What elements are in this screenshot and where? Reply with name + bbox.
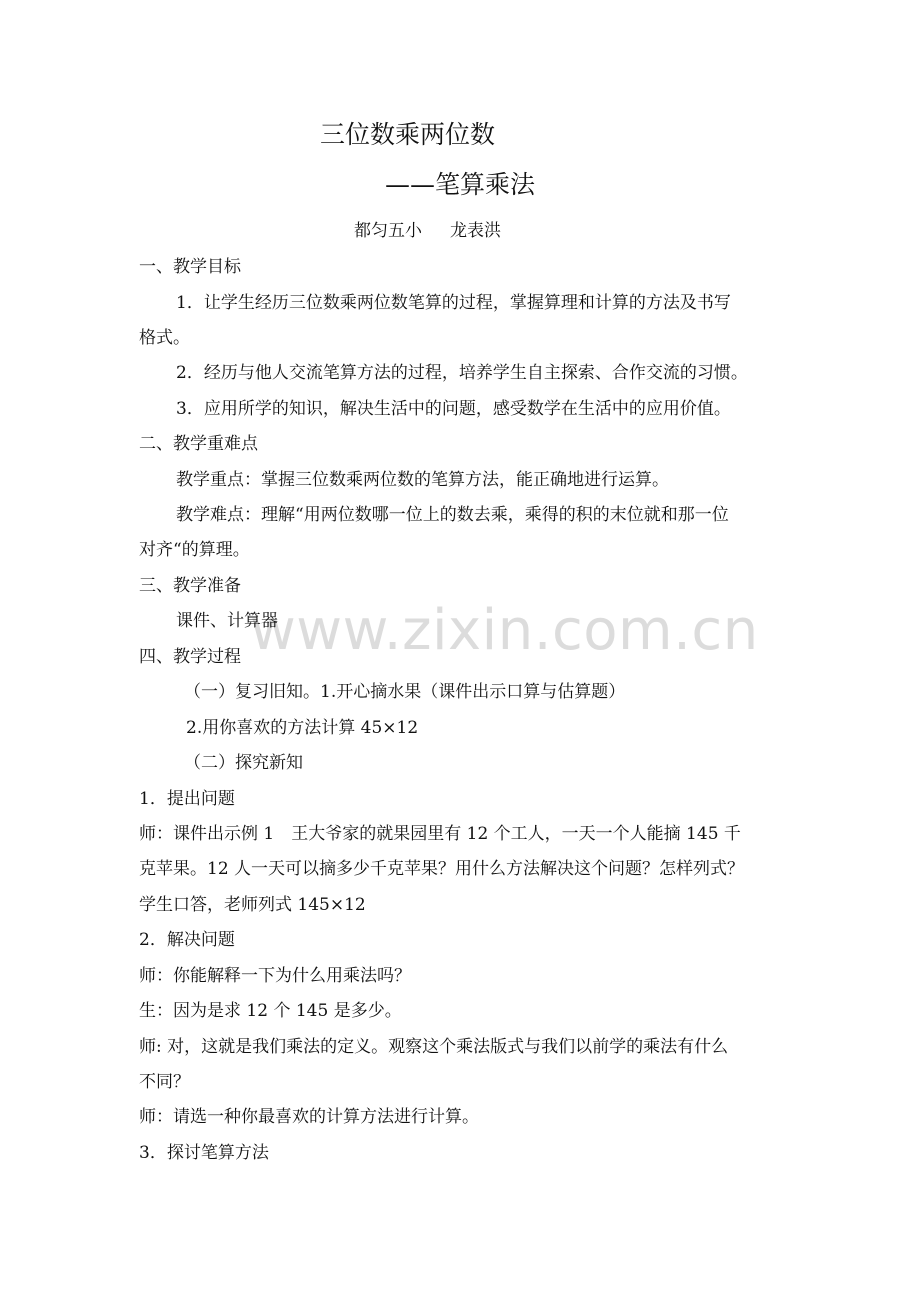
- question-line-3: 学生口答，老师列式 145×12: [139, 895, 366, 915]
- question-line-1: 师：课件出示例 1 王大爷家的就果园里有 12 个工人，一天一个人能摘 145 千: [139, 824, 741, 844]
- document-subtitle: ——笔算乘法: [385, 170, 536, 199]
- dialogue-3-cont: 不同？: [139, 1072, 190, 1092]
- author-school: 都匀五小: [354, 221, 422, 241]
- goal-1-cont: 格式。: [139, 328, 190, 348]
- section-heading-preparation: 三、教学准备: [139, 576, 241, 596]
- question-line-2: 克苹果。12 人一天可以摘多少千克苹果？用什么方法解决这个问题？怎样列式？: [139, 859, 745, 879]
- question-heading: 1．提出问题: [139, 789, 235, 809]
- dialogue-4: 师：请选一种你最喜欢的计算方法进行计算。: [139, 1107, 479, 1127]
- document-title: 三位数乘两位数: [320, 120, 496, 149]
- solve-heading: 2．解决问题: [139, 930, 235, 950]
- goal-1: 1．让学生经历三位数乘两位数笔算的过程，掌握算理和计算的方法及书写: [176, 293, 731, 313]
- section-heading-process: 四、教学过程: [139, 647, 241, 667]
- preparation-items: 课件、计算器: [176, 611, 278, 631]
- explore-heading: （二）探究新知: [184, 753, 303, 773]
- teaching-difficulty: 教学难点：理解“用两位数哪一位上的数去乘，乘得的积的末位就和那一位: [176, 505, 729, 525]
- goal-2: 2．经历与他人交流笔算方法的过程，培养学生自主探索、合作交流的习惯。: [176, 363, 748, 383]
- teaching-focus: 教学重点：掌握三位数乘两位数的笔算方法，能正确地进行运算。: [176, 470, 669, 490]
- section-heading-key-points: 二、教学重难点: [139, 434, 258, 454]
- review-step-2: 2.用你喜欢的方法计算 45×12: [186, 718, 419, 738]
- section-heading-goals: 一、教学目标: [139, 257, 241, 277]
- author-name: 龙表洪: [450, 221, 501, 241]
- author-line: [354, 220, 501, 242]
- goal-3: 3．应用所学的知识，解决生活中的问题，感受数学在生活中的应用价值。: [176, 399, 731, 419]
- review-step-1: （一）复习旧知。1.开心摘水果（课件出示口算与估算题）: [184, 682, 626, 702]
- dialogue-1: 师：你能解释一下为什么用乘法吗？: [139, 966, 411, 986]
- watermark: www.zixin.com.cn: [250, 598, 759, 663]
- dialogue-2: 生：因为是求 12 个 145 是多少。: [139, 1001, 402, 1021]
- teaching-difficulty-cont: 对齐“的算理。: [139, 540, 250, 560]
- method-heading: 3．探讨笔算方法: [139, 1143, 269, 1163]
- dialogue-3: 师: 对，这就是我们乘法的定义。观察这个乘法版式与我们以前学的乘法有什么: [139, 1037, 729, 1057]
